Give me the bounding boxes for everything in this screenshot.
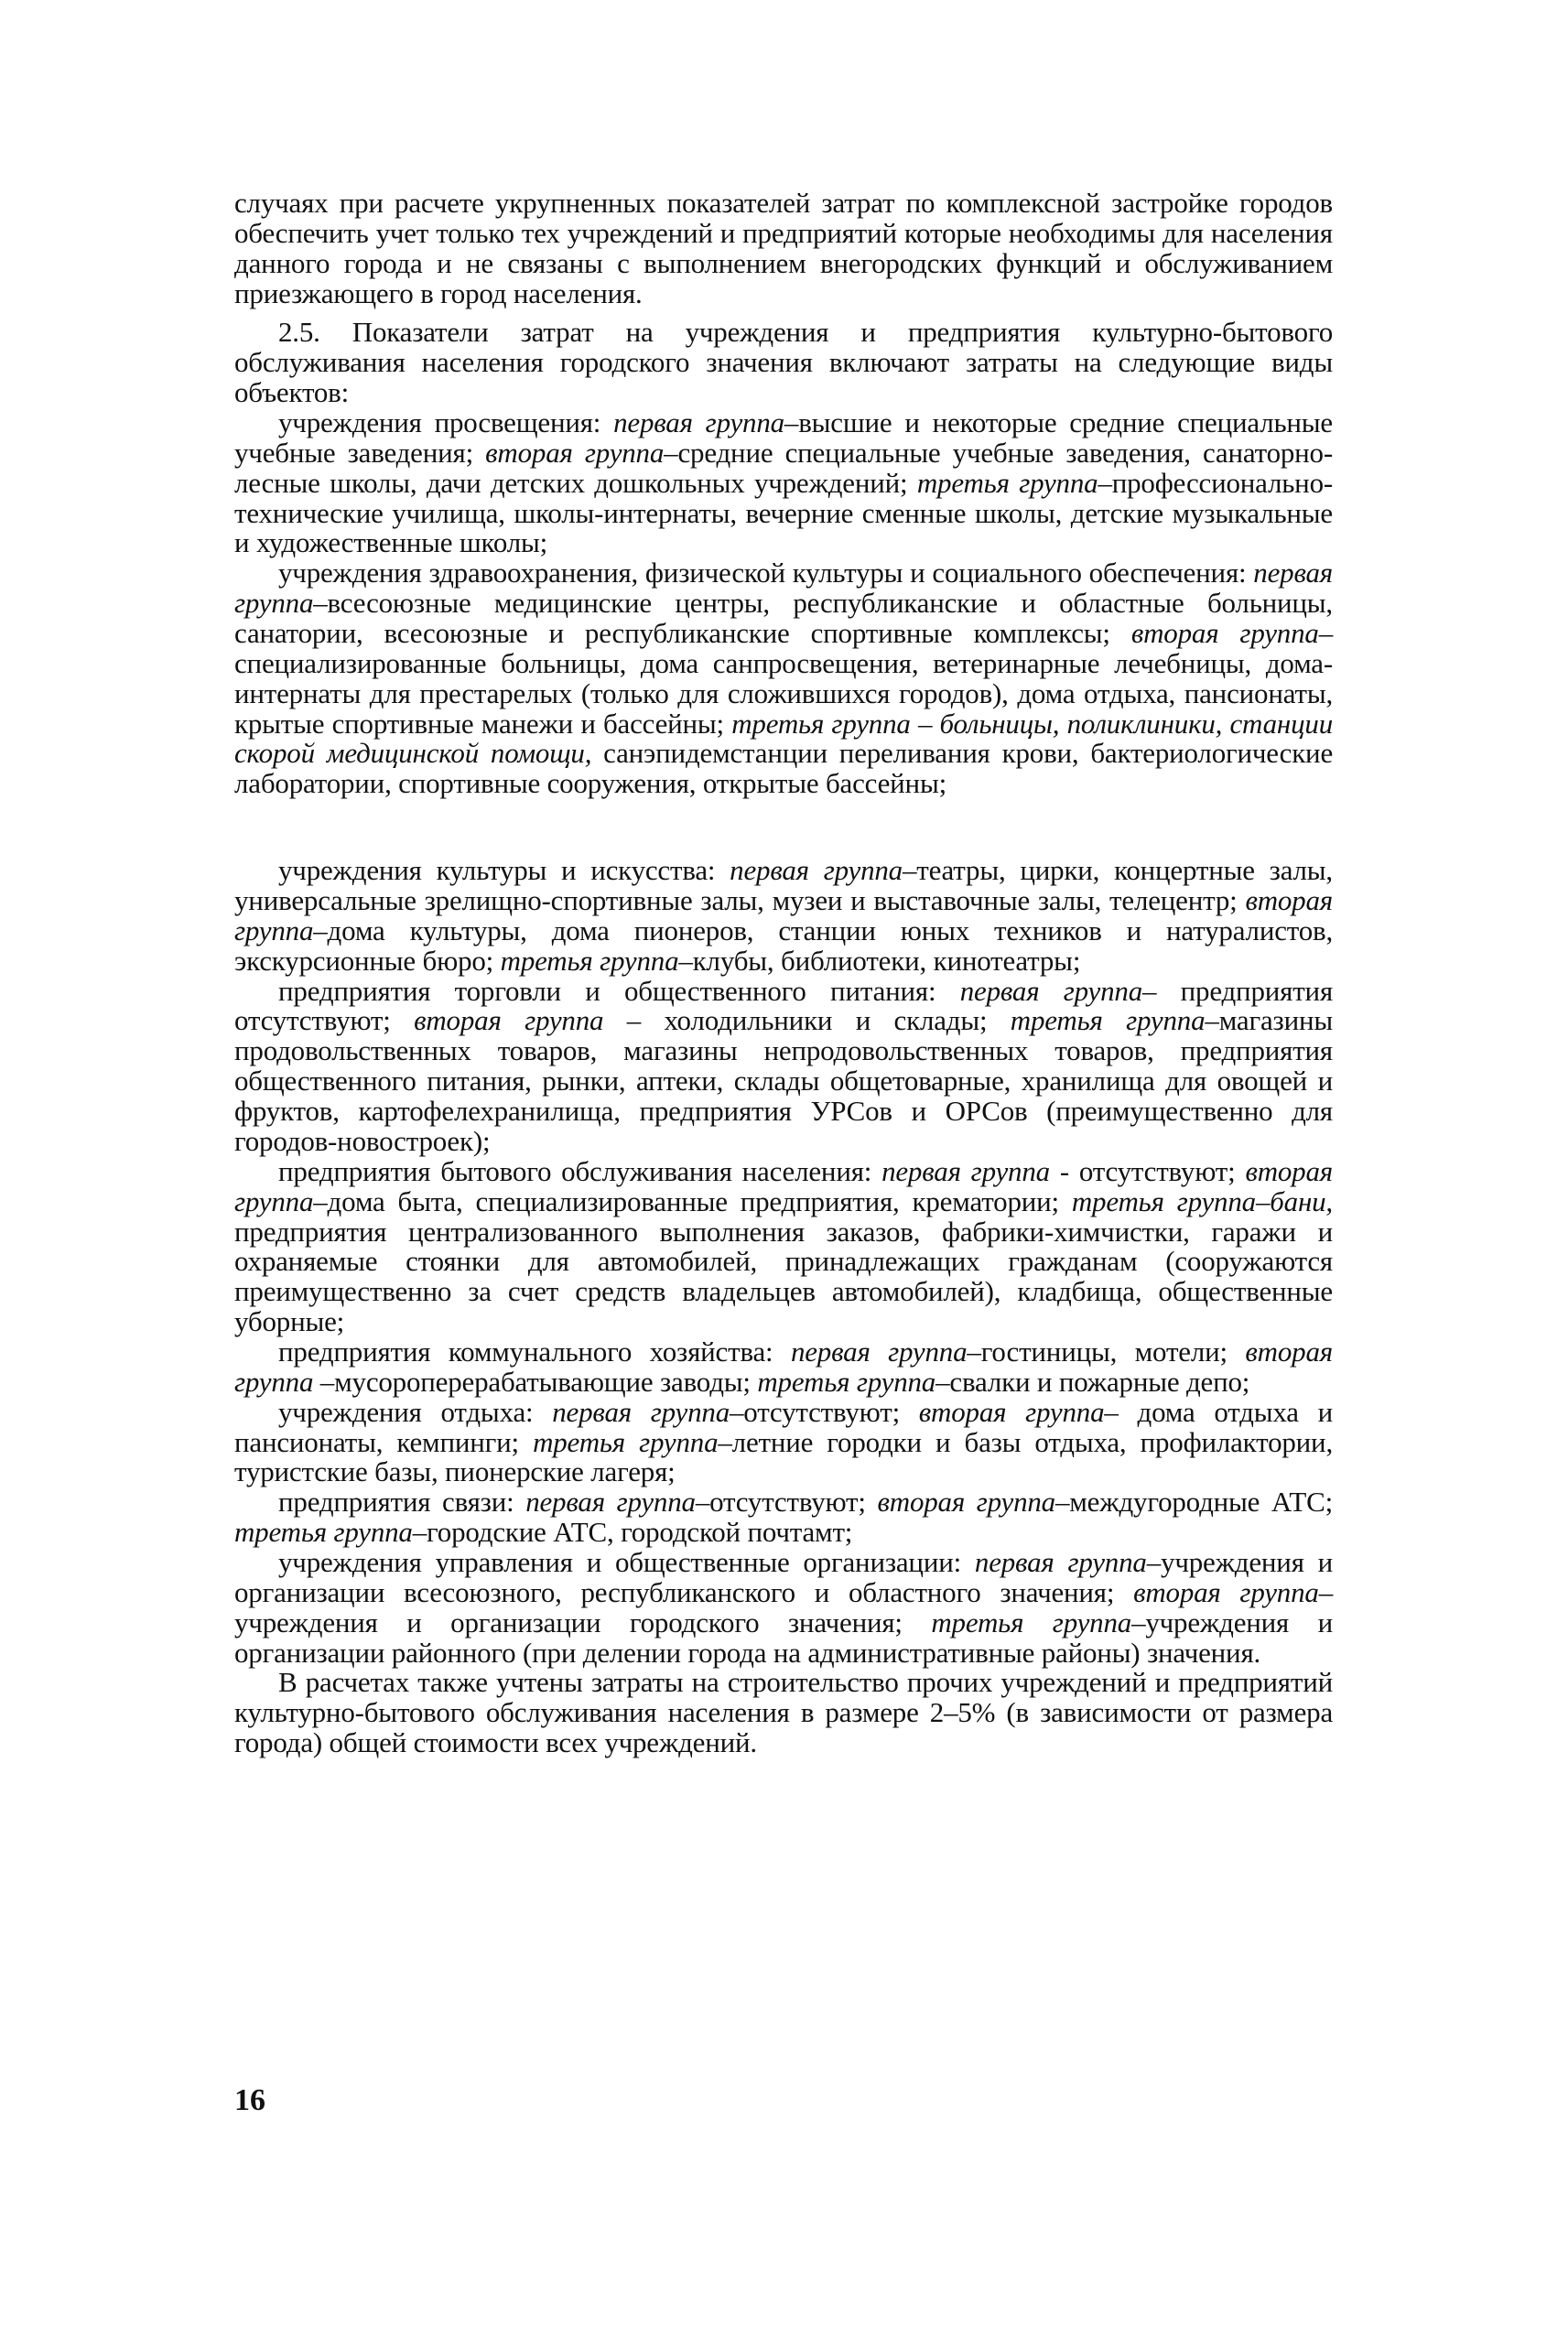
italic-term: первая группа (613, 406, 784, 439)
text-run: - отсутствуют; (1049, 1154, 1246, 1187)
text-run: В расчетах также учтены затраты на строительство прочих учреждений и предприятий культурно-бытового обслуживания населения в размере 2–5% (в зависимости от размера города) общей стоимости всех учреждений. (234, 1666, 1333, 1759)
italic-term: первая группа (552, 1395, 730, 1428)
text-run: – (1255, 1184, 1271, 1217)
italic-term: вторая группа (234, 1335, 1333, 1398)
italic-term: третья группа (1010, 1004, 1206, 1037)
paragraph-communications (234, 1487, 1333, 1548)
paragraph-administration (234, 1545, 1334, 1669)
italic-term: третья группа – больницы, поликлиники, станции скорой медицинской помощи, (234, 707, 1333, 770)
text-run: – дома отдыха и пансионаты, кемпинги; (234, 1395, 1334, 1458)
italic-term: первая группа (730, 854, 903, 887)
italic-term: первая группа (881, 1154, 1050, 1187)
text-run: –гостиницы, мотели; (967, 1335, 1246, 1368)
italic-term: третья группа (916, 466, 1098, 499)
text-run: –магазины продовольственных товаров, магазины непродовольственных товаров, предприятия общественного питания, рынки, аптеки, склады общетоварные, хранилища для овощей и фруктов, картофелехранилища, предприятия УРСов и ОРСов (преимущественно для городов-новостроек); (234, 1004, 1333, 1157)
page-body (234, 189, 1333, 1758)
text-run: учреждения управления и общественные организации: (278, 1545, 975, 1578)
text-run: случаях при расчете укрупненных показателей затрат по комплексной застройке городов обеспечить учет только тех учреждений и предприятий которые необходимы для населения данного города и не связаны с выполнением внегородских функций и обслуживанием приезжающего в город населения. (234, 187, 1333, 309)
text-run: –дома культуры, дома пионеров, станции юных техников и натуралистов, экскурсионные бюро; (234, 914, 1333, 977)
text-run: предприятия бытового обслуживания населения: (278, 1154, 882, 1187)
paragraph-2-5 (234, 318, 1333, 408)
text-run: –учреждения и организации районного (при делении города на административные районы) значения. (234, 1606, 1333, 1669)
italic-term: вторая группа (414, 1004, 604, 1037)
italic-term: третья группа (500, 944, 679, 977)
italic-term: вторая группа (485, 436, 665, 469)
text-run: учреждения здравоохранения, физической культуры и социального обеспечения: (278, 557, 1254, 589)
paragraph-education (234, 408, 1333, 558)
text-run: –театры, цирки, концертные залы, универсальные зрелищно-спортивные залы, музеи и выставочные залы, телецентр; (234, 854, 1333, 917)
text-run: –летние городки и базы отдыха, профилактории, туристские базы, пионерские лагеря; (234, 1425, 1333, 1488)
italic-term: третья группа (757, 1365, 936, 1398)
text-run: –средние специальные учебные заведения, санаторно-лесные школы, дачи детских дошкольных учреждений; (234, 436, 1333, 499)
italic-term: третья группа (234, 1516, 413, 1549)
text-run: 2.5. Показатели затрат на учреждения и предприятия культурно-бытового обслуживания населения городского значения включают затраты на следующие виды объектов: (234, 316, 1333, 409)
text-run: учреждения просвещения: (278, 406, 614, 439)
text-run: –учреждения и организации всесоюзного, республиканского и областного значения; (234, 1545, 1334, 1608)
text-run: –городские АТС, городской почтамт; (412, 1516, 853, 1549)
paragraph-other-costs (234, 1668, 1333, 1758)
text-run: предприятия связи: (278, 1486, 526, 1519)
italic-term: вторая группа (918, 1395, 1105, 1428)
text-run: предприятия торговли и общественного питания: (278, 974, 960, 1007)
page-number: 16 (234, 2083, 265, 2117)
italic-term: первая группа (525, 1486, 696, 1519)
text-run: учреждения отдыха: (278, 1395, 553, 1428)
text-run: –свалки и пожарные депо; (935, 1365, 1250, 1398)
italic-term: вторая группа (234, 1154, 1333, 1217)
italic-term: вторая группа (1130, 617, 1319, 650)
italic-term: первая группа (234, 557, 1333, 620)
text-run: –учреждения и организации городского значения; (234, 1575, 1333, 1638)
text-run: –высшие и некоторые средние специальные учебные заведения; (234, 406, 1333, 469)
paragraph-culture (234, 856, 1333, 976)
italic-term: вторая группа (1133, 1575, 1319, 1608)
text-run: –профессионально-технические училища, школы-интернаты, вечерние сменные школы, детские музыкальные и художественные школы; (234, 466, 1333, 559)
text-run: –дома быта, специализированные предприятия, крематории; (313, 1184, 1072, 1217)
italic-term: третья группа (931, 1606, 1132, 1638)
text-run: предприятия централизованного выполнения заказов, фабрики-химчистки, гаражи и охраняемые стоянки для автомобилей, принадлежащих гражданам (сооружаются преимущественно за счет средств владельцев автомобилей), кладбища, общественные уборные; (234, 1215, 1333, 1338)
text-run: учреждения культуры и искусства: (278, 854, 730, 887)
text-run: санэпидемстанции переливания крови, бактериологические лаборатории, спортивные сооружения, открытые бассейны; (234, 737, 1333, 800)
paragraph-utilities (234, 1337, 1333, 1398)
text-run: –специализированные больницы, дома санпросвещения, ветеринарные лечебницы, дома-интернаты для престарелых (только для сложившихся городов), дома отдыха, пансионаты, крытые спортивные манежи и бассейны; (234, 617, 1333, 740)
italic-term: первая группа (790, 1335, 968, 1368)
text-run: – предприятия отсутствуют; (234, 974, 1333, 1037)
text-run: предприятия коммунального хозяйства: (278, 1335, 791, 1368)
italic-term: вторая группа (234, 884, 1333, 946)
text-run: –мусороперерабатывающие заводы; (313, 1365, 758, 1398)
paragraph-trade (234, 974, 1333, 1157)
paragraph-continuation (234, 189, 1333, 308)
paragraph-recreation (234, 1395, 1334, 1488)
italic-term: третья группа (1071, 1184, 1256, 1217)
italic-term: третья группа (533, 1425, 719, 1458)
text-run: –всесоюзные медицинские центры, республиканские и областные больницы, санатории, всесоюзные и республиканские спортивные комплексы; (234, 587, 1333, 650)
text-run: –отсутствуют; (695, 1486, 878, 1519)
italic-term: бани, (1270, 1184, 1333, 1217)
text-run: –клубы, библиотеки, кинотеатры; (678, 944, 1081, 977)
italic-term: первая группа (974, 1545, 1147, 1578)
paragraph-healthcare (234, 558, 1333, 799)
text-run: –отсутствуют; (730, 1395, 919, 1428)
italic-term: вторая группа (877, 1486, 1055, 1519)
text-run: – холодильники и склады; (603, 1004, 1011, 1037)
italic-term: первая группа (959, 974, 1143, 1007)
paragraph-services (234, 1154, 1333, 1338)
text-run: –междугородные АТС; (1054, 1486, 1333, 1519)
